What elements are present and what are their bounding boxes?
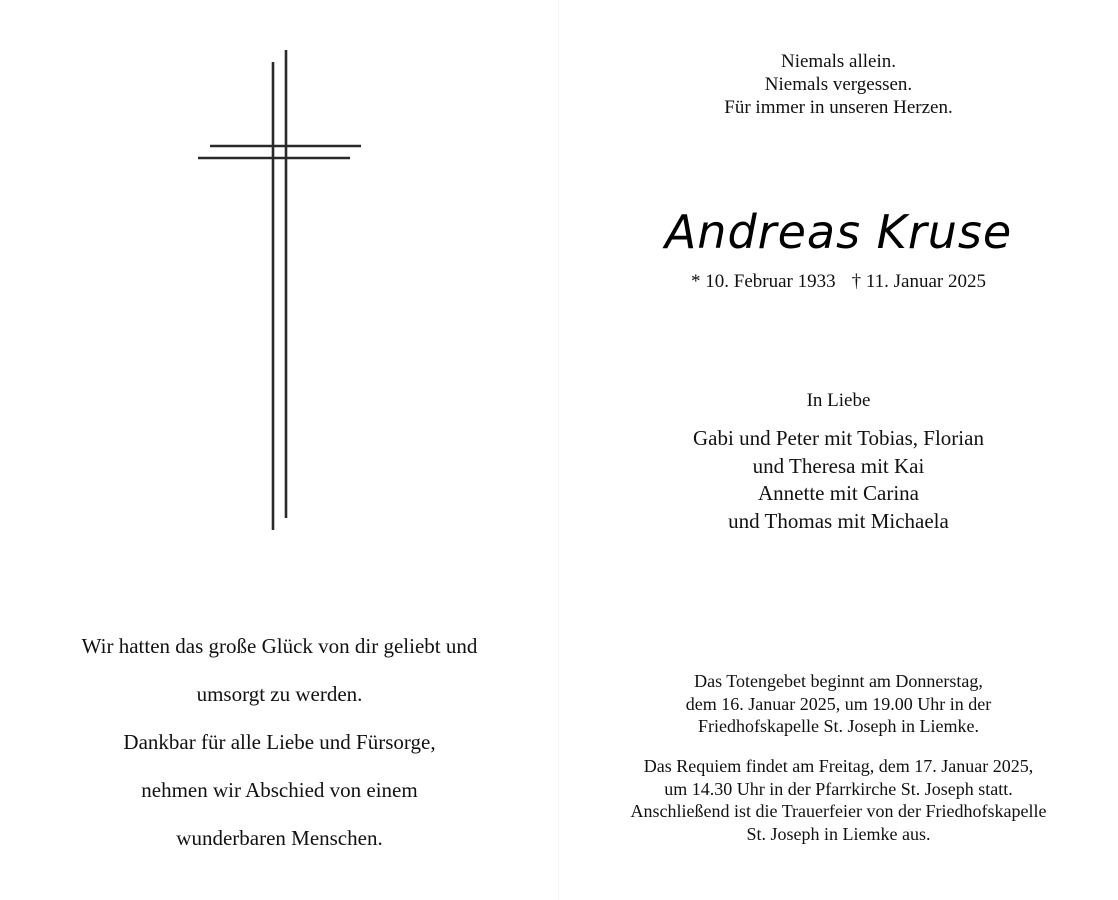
motto-line: Niemals allein. — [780, 51, 897, 72]
motto-line: Für immer in unseren Herzen. — [724, 97, 953, 118]
requiem-line: Anschließend ist die Trauerfeier von der Friedhofskapelle — [630, 801, 1047, 821]
tribute-line: Wir hatten das große Glück von dir geliebt und — [81, 634, 478, 658]
birth-date: * 10. Februar 1933 — [691, 271, 836, 292]
tribute-line: umsorgt zu werden. — [196, 682, 363, 706]
motto-line: Niemals vergessen. — [764, 74, 913, 95]
right-panel — [559, 0, 1118, 900]
requiem-line: um 14.30 Uhr in der Pfarrkirche St. Joseph statt. — [664, 778, 1013, 799]
life-dates — [559, 270, 1118, 294]
family-line: Annette mit Carina — [758, 481, 919, 505]
requiem-notice — [559, 755, 1118, 845]
vigil-line: Das Totengebet beginnt am Donnerstag, — [694, 671, 983, 691]
death-date: † 11. Januar 2025 — [851, 271, 986, 292]
vigil-line: dem 16. Januar 2025, um 19.00 Uhr in der — [685, 693, 992, 714]
requiem-line: Das Requiem findet am Freitag, dem 17. Januar 2025, — [643, 756, 1034, 776]
requiem-line: St. Joseph in Liemke aus. — [746, 823, 931, 844]
vigil-notice — [559, 670, 1118, 738]
motto — [559, 50, 1118, 119]
in-liebe-heading: In Liebe — [806, 390, 871, 411]
tribute-line: wunderbaren Menschen. — [176, 826, 383, 850]
family-line: und Thomas mit Michaela — [728, 508, 949, 533]
family-list — [559, 425, 1118, 535]
tribute-line: nehmen wir Abschied von einem — [141, 778, 418, 802]
tribute-line: Dankbar für alle Liebe und Fürsorge, — [123, 730, 436, 754]
cross-icon — [190, 40, 370, 540]
family-line: Gabi und Peter mit Tobias, Florian — [693, 426, 984, 450]
family-line: und Theresa mit Kai — [752, 453, 925, 478]
vigil-line: Friedhofskapelle St. Joseph in Liemke. — [698, 716, 979, 736]
deceased-name: Andreas Kruse — [664, 205, 1013, 259]
tribute-text — [0, 622, 559, 862]
